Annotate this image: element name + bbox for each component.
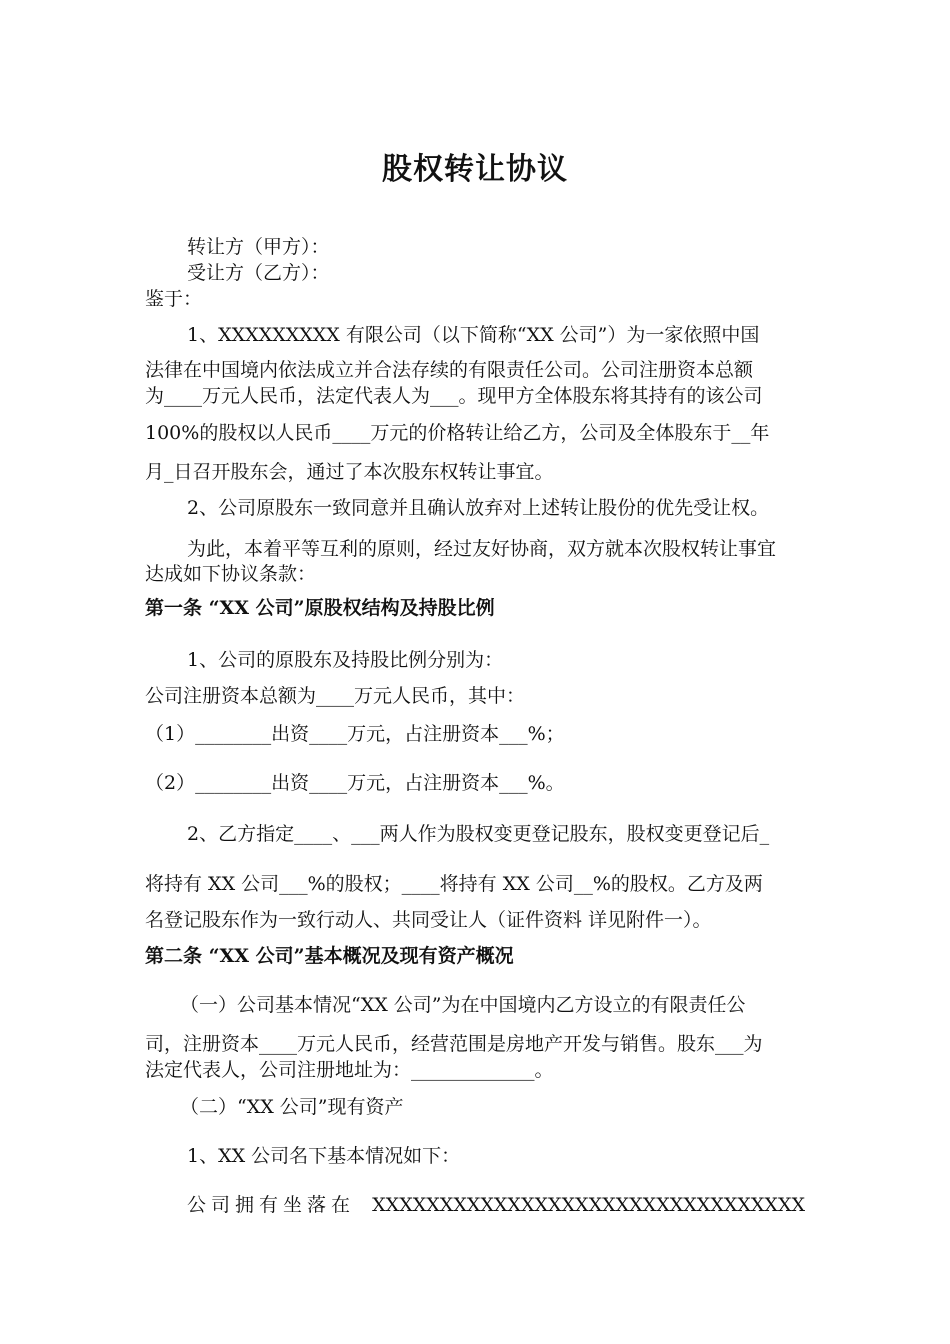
paragraph-1-line: 100%的股权以人民币____万元的价格转让给乙方，公司及全体股东于__年 [145,422,770,444]
paragraph-3-line: 为此，本着平等互利的原则，经过友好协商，双方就本次股权转让事宜 [187,538,777,560]
article-1-heading: 第一条 “XX 公司”原股权结构及持股比例 [145,597,495,619]
transferor-line: 转让方（甲方）： [187,236,330,258]
article-1-item-2-line: 2、乙方指定____、___两人作为股权变更登记股东，股权变更登记后_ [187,823,770,845]
paragraph-1-line: 1、XXXXXXXXX 有限公司（以下简称“XX 公司”）为一家依照中国 [187,324,760,346]
existing-assets-heading: （二）“XX 公司”现有资产 [180,1096,404,1118]
company-info-line: 法定代表人，公司注册地址为：_____________。 [145,1059,554,1081]
assets-text-prefix: 公司拥有坐落在 [187,1194,356,1216]
article-1-item-1: 1、公司的原股东及持股比例分别为： [187,649,504,671]
registered-capital-line: 公司注册资本总额为____万元人民币，其中： [145,685,526,707]
paragraph-1-line: 月_日召开股东会，通过了本次股东权转让事宜。 [145,461,554,483]
whereas-line: 鉴于： [145,288,203,310]
paragraph-2: 2、公司原股东一致同意并且确认放弃对上述转让股份的优先受让权。 [187,497,770,519]
shareholder-2-line: （2）________出资____万元，占注册资本___%。 [145,772,565,794]
transferee-line: 受让方（乙方）： [187,262,330,284]
document-title: 股权转让协议 [382,152,568,187]
paragraph-3-line: 达成如下协议条款： [145,563,317,585]
company-info-line: 司，注册资本____万元人民币，经营范围是房地产开发与销售。股东___为 [145,1033,763,1055]
assets-item-1: 1、XX 公司名下基本情况如下： [187,1145,461,1167]
article-1-item-2-line: 名登记股东作为一致行动人、共同受让人（证件资料 详见附件一）。 [145,909,712,931]
paragraph-1-line: 为____万元人民币，法定代表人为___。现甲方全体股东将其持有的该公司 [145,385,763,407]
article-2-heading: 第二条 “XX 公司”基本概况及现有资产概况 [145,945,514,967]
assets-text-location: XXXXXXXXXXXXXXXXXXXXXXXXXXXXXXXX [372,1194,805,1216]
shareholder-1-line: （1）________出资____万元，占注册资本___%； [145,723,565,745]
company-info-line: （一）公司基本情况“XX 公司”为在中国境内乙方设立的有限责任公 [180,994,746,1016]
article-1-item-2-line: 将持有 XX 公司___%的股权；____将持有 XX 公司__%的股权。乙方及两 [145,873,763,895]
paragraph-1-line: 法律在中国境内依法成立并合法存续的有限责任公司。公司注册资本总额 [145,359,754,381]
assets-text-line [187,1193,805,1217]
